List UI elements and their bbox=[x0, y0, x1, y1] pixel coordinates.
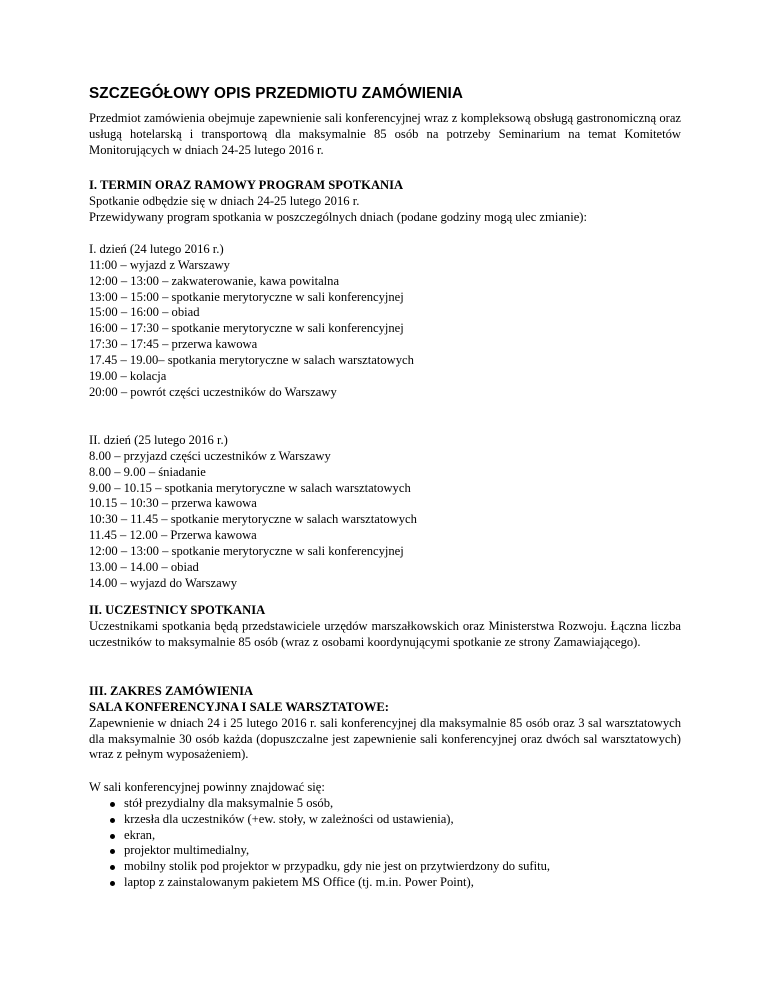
scope-paragraph: Zapewnienie w dniach 24 i 25 lutego 2016 r. sali konferencyjnej dla maksymalnie 85 osób oraz 3 sal warsztatowych dla maksymalnie 30 osób każda (dopuszczalne jest zapewnienie sali konferencyjnej oraz dwóch sal warsztatowych) wraz z pełnym wyposażeniem). bbox=[89, 715, 681, 762]
list-item: laptop z zainstalowanym pakietem MS Office (tj. m.in. Power Point), bbox=[89, 875, 681, 891]
section-3 bbox=[89, 684, 681, 763]
program-item: 11:00 – wyjazd z Warszawy bbox=[89, 257, 230, 272]
program-item: 8.00 – przyjazd części uczestników z Warszawy bbox=[89, 448, 331, 463]
program-item: 16:00 – 17:30 – spotkanie merytoryczne w sali konferencyjnej bbox=[89, 321, 404, 336]
section-2 bbox=[89, 603, 681, 651]
bullet-icon bbox=[110, 834, 115, 839]
bullet-icon bbox=[110, 881, 115, 886]
day-2-label: II. dzień (25 lutego 2016 r.) bbox=[89, 433, 228, 447]
equipment-list-block bbox=[89, 780, 681, 891]
meeting-dates: Spotkanie odbędzie się w dniach 24-25 lutego 2016 r. bbox=[89, 193, 360, 208]
day-1-label: I. dzień (24 lutego 2016 r.) bbox=[89, 242, 224, 256]
program-item: 17.45 – 19.00– spotkania merytoryczne w salach warsztatowych bbox=[89, 352, 414, 367]
bullet-icon bbox=[110, 802, 115, 807]
program-item: 10:30 – 11.45 – spotkanie merytoryczne w salach warsztatowych bbox=[89, 512, 417, 527]
list-item: mobilny stolik pod projektor w przypadku, gdy nie jest on przytwierdzony do sufitu, bbox=[89, 859, 681, 875]
program-item: 12:00 – 13:00 – zakwaterowanie, kawa powitalna bbox=[89, 273, 340, 288]
program-intro: Przewidywany program spotkania w poszczególnych dniach (podane godziny mogą ulec zmianie): bbox=[89, 209, 587, 224]
program-item: 15:00 – 16:00 – obiad bbox=[89, 305, 200, 320]
program-item: 10.15 – 10:30 – przerwa kawowa bbox=[89, 496, 257, 511]
section-3-subheading: SALA KONFERENCYJNA I SALE WARSZTATOWE: bbox=[89, 699, 389, 714]
program-item: 14.00 – wyjazd do Warszawy bbox=[89, 575, 238, 590]
program-item: 20:00 – powrót części uczestników do Warszawy bbox=[89, 384, 337, 399]
day-1-program bbox=[89, 242, 681, 400]
list-item: stół prezydialny dla maksymalnie 5 osób, bbox=[89, 796, 681, 812]
equipment-list-intro: W sali konferencyjnej powinny znajdować się: bbox=[89, 780, 325, 794]
bullet-icon bbox=[110, 865, 115, 870]
section-1 bbox=[89, 178, 681, 226]
program-item: 8.00 – 9.00 – śniadanie bbox=[89, 464, 206, 479]
program-item: 12:00 – 13:00 – spotkanie merytoryczne w sali konferencyjnej bbox=[89, 543, 404, 558]
intro-paragraph: Przedmiot zamówienia obejmuje zapewnienie sali konferencyjnej wraz z kompleksową obsługą gastronomiczną oraz usługą hotelarską i transportową dla maksymalnie 85 osób na potrzeby Seminarium na temat Komitetów Monitorujących w dniach 24-25 lutego 2016 r. bbox=[89, 111, 681, 157]
program-item: 9.00 – 10.15 – spotkania merytoryczne w salach warsztatowych bbox=[89, 480, 411, 495]
day-2-program bbox=[89, 433, 681, 591]
equipment-list bbox=[89, 796, 681, 891]
program-item: 13.00 – 14.00 – obiad bbox=[89, 559, 199, 574]
section-3-heading: III. ZAKRES ZAMÓWIENIA bbox=[89, 684, 254, 698]
bullet-icon bbox=[110, 818, 115, 823]
bullet-icon bbox=[110, 849, 115, 854]
section-2-heading: II. UCZESTNICY SPOTKANIA bbox=[89, 603, 266, 617]
program-item: 11.45 – 12.00 – Przerwa kawowa bbox=[89, 528, 257, 543]
participants-paragraph: Uczestnikami spotkania będą przedstawiciele urzędów marszałkowskich oraz Ministerstwa Rozwoju. Łączna liczba uczestników to maksymalnie 85 osób (wraz z osobami koordynującymi spotkanie ze strony Zamawiającego). bbox=[89, 618, 681, 649]
program-item: 13:00 – 15:00 – spotkanie merytoryczne w sali konferencyjnej bbox=[89, 289, 404, 304]
section-1-heading: I. TERMIN ORAZ RAMOWY PROGRAM SPOTKANIA bbox=[89, 178, 404, 192]
program-item: 17:30 – 17:45 – przerwa kawowa bbox=[89, 337, 258, 352]
list-item: projektor multimedialny, bbox=[89, 843, 681, 859]
program-item: 19.00 – kolacja bbox=[89, 368, 167, 383]
page-title: SZCZEGÓŁOWY OPIS PRZEDMIOTU ZAMÓWIENIA bbox=[89, 85, 464, 102]
list-item: krzesła dla uczestników (+ew. stoły, w zależności od ustawienia), bbox=[89, 812, 681, 828]
list-item: ekran, bbox=[89, 828, 681, 844]
